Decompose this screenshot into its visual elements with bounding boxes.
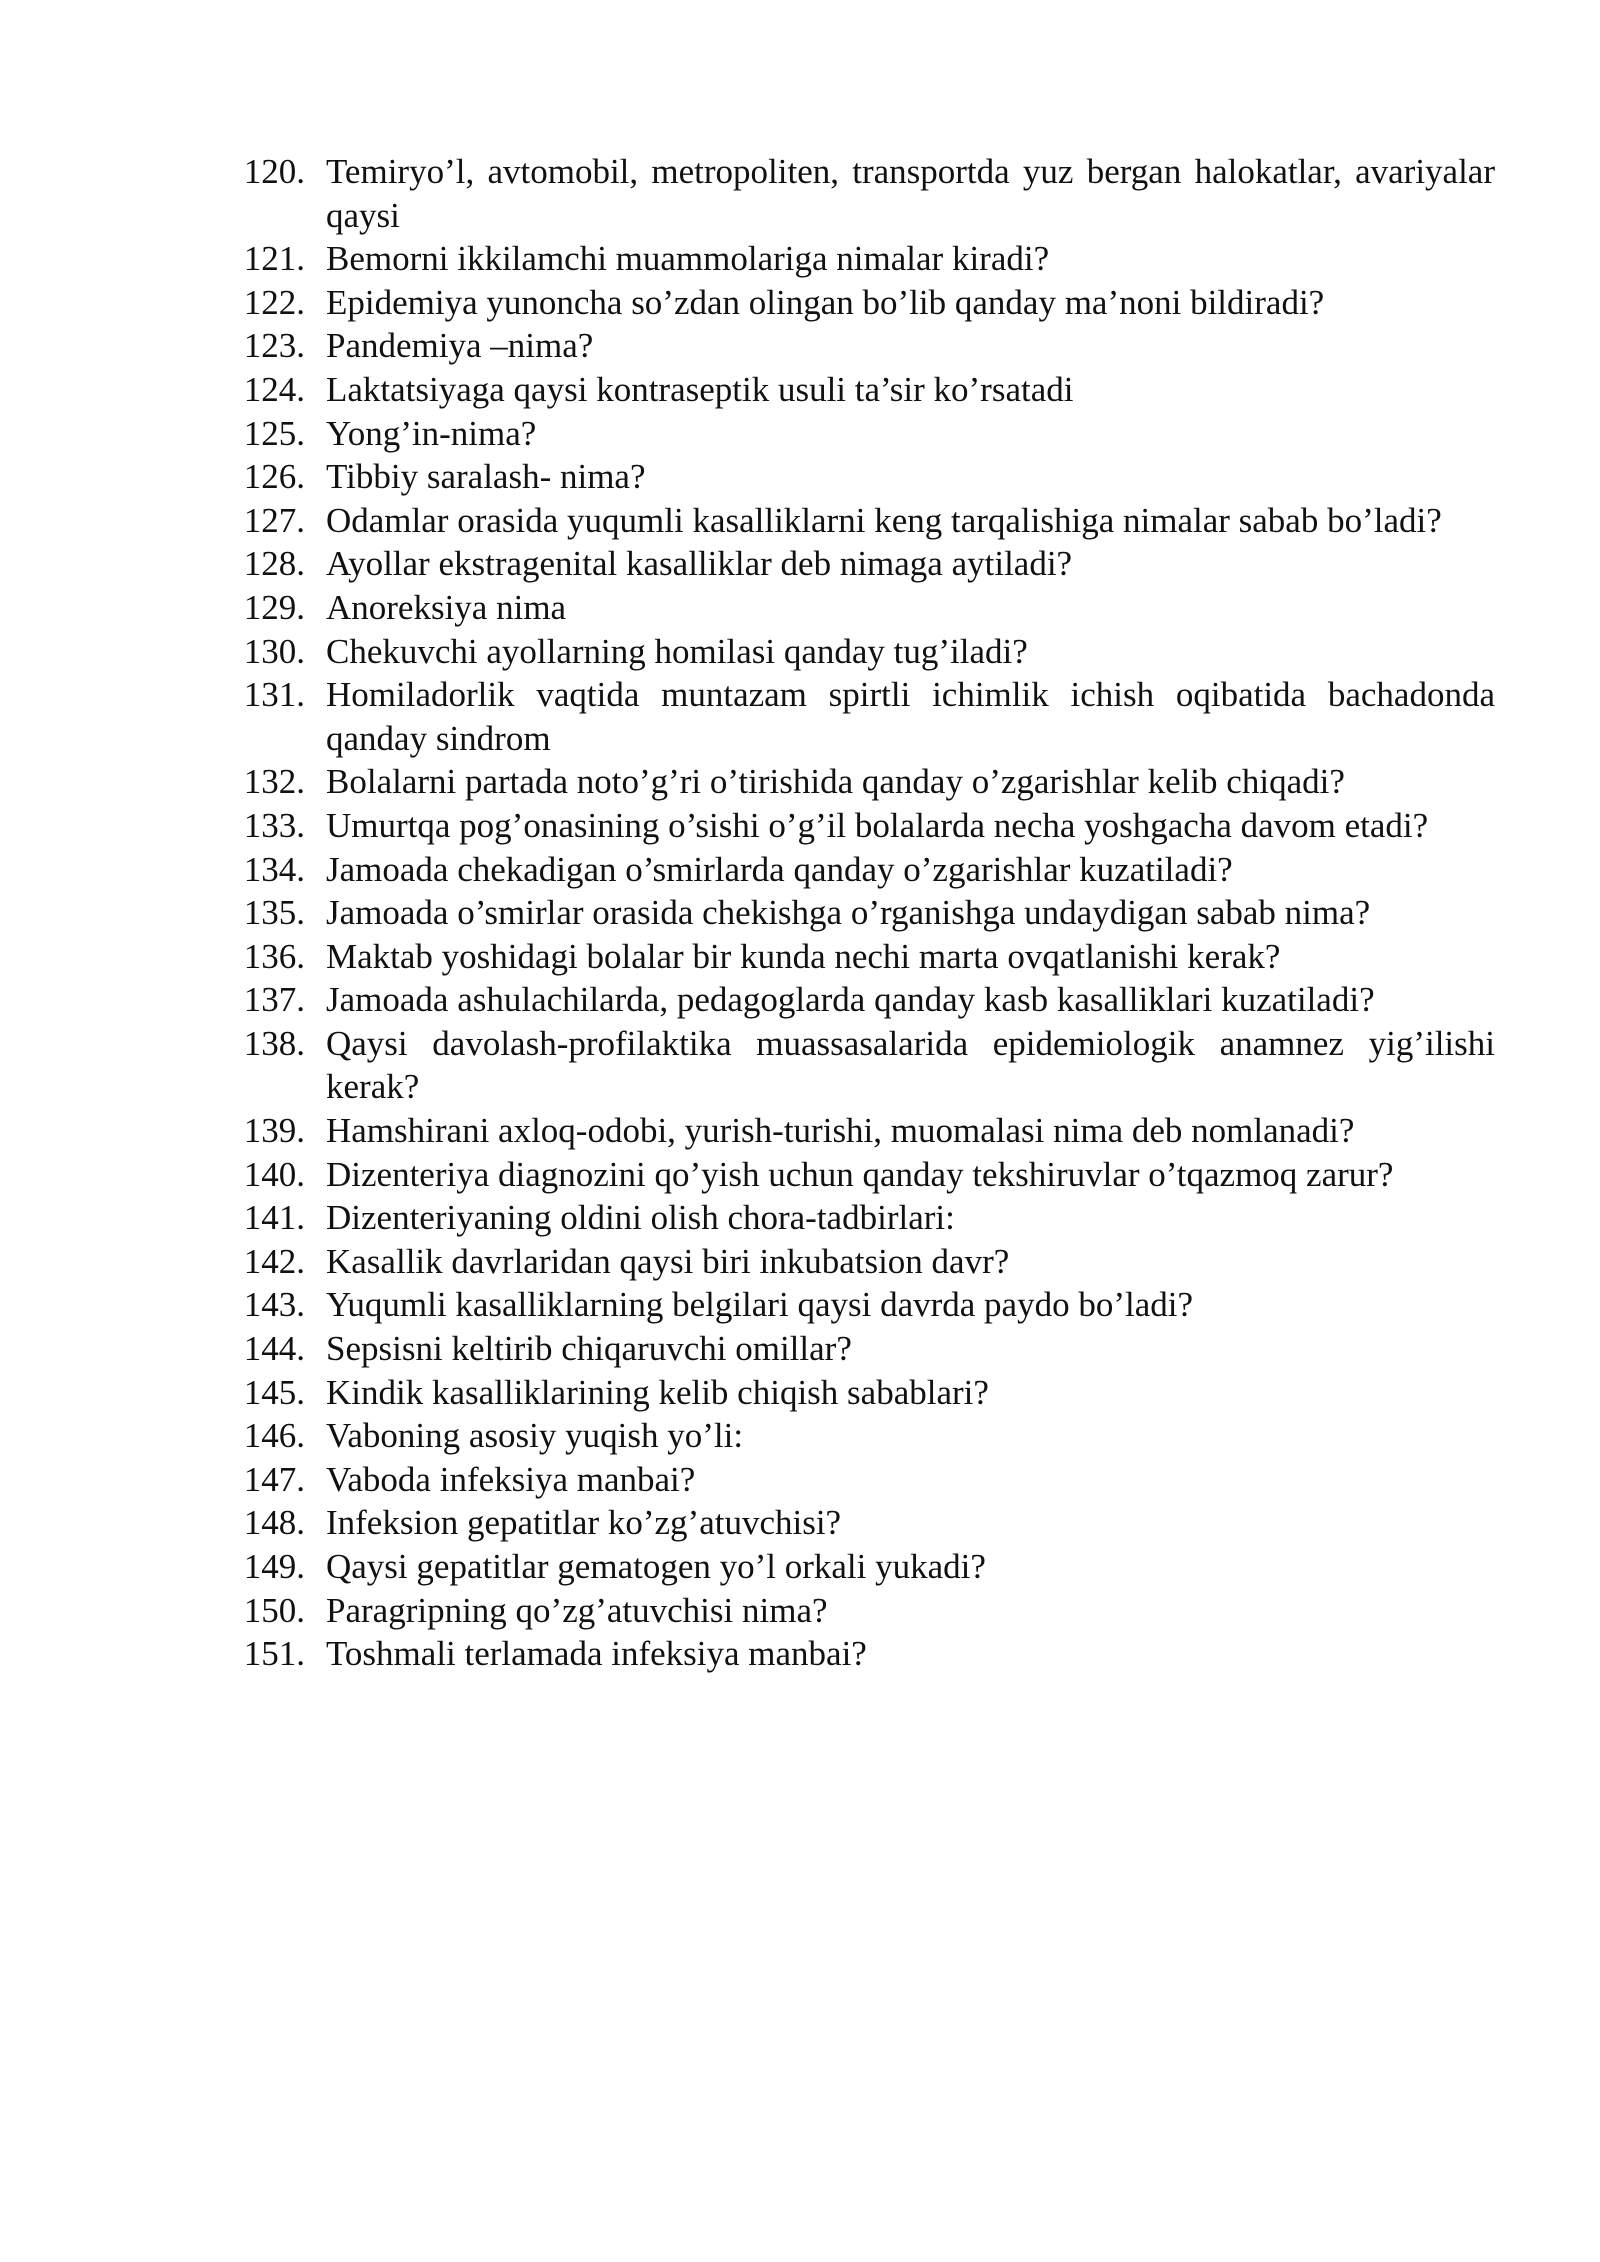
question-item — [225, 499, 1495, 543]
question-number: 146. — [243, 1416, 305, 1456]
question-item — [225, 150, 1495, 237]
question-text: Odamlar orasida yuqumli kasalliklarni keng tarqalishiga nimalar sabab bo’ladi? — [326, 500, 1442, 540]
question-item — [225, 1283, 1495, 1327]
question-number: 123. — [243, 326, 305, 366]
question-number: 134. — [243, 849, 305, 889]
question-item — [225, 1632, 1495, 1676]
question-number: 130. — [243, 631, 305, 671]
question-number: 145. — [243, 1372, 305, 1412]
question-number: 140. — [243, 1154, 305, 1194]
question-number: 136. — [243, 936, 305, 976]
question-text: Qaysi gepatitlar gematogen yo’l orkali yukadi? — [326, 1547, 986, 1586]
question-item — [225, 1109, 1495, 1153]
question-item — [225, 1240, 1495, 1284]
question-item — [225, 281, 1495, 325]
question-item — [225, 324, 1495, 368]
question-number: 124. — [243, 369, 305, 409]
question-number: 149. — [243, 1547, 305, 1586]
question-item — [225, 586, 1495, 630]
question-item — [225, 760, 1495, 804]
question-item — [225, 1022, 1495, 1109]
question-text: Dizenteriya diagnozini qo’yish uchun qanday tekshiruvlar o’tqazmoq zarur? — [326, 1154, 1394, 1194]
question-item — [225, 935, 1495, 979]
question-number: 122. — [243, 282, 305, 322]
question-item — [225, 978, 1495, 1022]
question-item — [225, 1196, 1495, 1240]
question-item — [225, 1501, 1495, 1545]
question-number: 129. — [243, 587, 305, 627]
question-text: Vaboda infeksiya manbai? — [326, 1459, 696, 1499]
question-text: Dizenteriyaning oldini olish chora-tadbirlari: — [326, 1198, 955, 1238]
question-item — [225, 542, 1495, 586]
question-text: Kasallik davrlaridan qaysi biri inkubatsion davr? — [326, 1241, 1010, 1281]
question-text: Tibbiy saralash- nima? — [326, 457, 646, 497]
question-item — [225, 1371, 1495, 1415]
question-number: 151. — [243, 1634, 305, 1674]
question-text: Vaboning asosiy yuqish yo’li: — [326, 1416, 744, 1456]
question-text: Ayollar ekstragenital kasalliklar deb nimaga aytiladi? — [326, 544, 1073, 584]
question-item — [225, 673, 1495, 760]
question-item — [225, 455, 1495, 499]
question-text: Bolalarni partada noto’g’ri o’tirishida qanday o’zgarishlar kelib chiqadi? — [326, 762, 1345, 802]
question-text: Chekuvchi ayollarning homilasi qanday tug’iladi? — [326, 631, 1028, 671]
question-item — [225, 412, 1495, 456]
question-number: 131. — [243, 675, 305, 715]
question-item — [225, 237, 1495, 281]
question-text: Umurtqa pog’onasining o’sishi o’g’il bolalarda necha yoshgacha davom etadi? — [326, 805, 1429, 845]
question-number: 138. — [243, 1023, 305, 1063]
question-item — [225, 804, 1495, 848]
question-text: Toshmali terlamada infeksiya manbai? — [326, 1634, 867, 1674]
question-number: 132. — [243, 762, 305, 802]
question-number: 125. — [243, 413, 305, 453]
question-item — [225, 1589, 1495, 1633]
question-text: Pandemiya –nima? — [326, 326, 594, 366]
question-text: Jamoada o’smirlar orasida chekishga o’rganishga undaydigan sabab nima? — [326, 893, 1371, 933]
question-item — [225, 1327, 1495, 1371]
question-number: 120. — [243, 152, 305, 191]
question-number: 144. — [243, 1329, 305, 1369]
question-number: 137. — [243, 980, 305, 1020]
question-item — [225, 1458, 1495, 1502]
question-text: Epidemiya yunoncha so’zdan olingan bo’lib qanday ma’noni bildiradi? — [326, 282, 1325, 322]
question-text: Jamoada chekadigan o’smirlarda qanday o’zgarishlar kuzatiladi? — [326, 849, 1233, 889]
question-text: Infeksion gepatitlar ko’zg’atuvchisi? — [326, 1503, 842, 1543]
question-list — [225, 150, 1495, 1676]
question-text: Laktatsiyaga qaysi kontraseptik usuli ta’sir ko’rsatadi — [326, 369, 1074, 409]
question-text: Temiryo’l, avtomobil, metropoliten, transportda yuz bergan halokatlar, avariyalar qaysi — [326, 152, 1495, 235]
question-number: 135. — [243, 893, 305, 933]
question-number: 150. — [243, 1590, 305, 1630]
question-text: Homiladorlik vaqtida muntazam spirtli ichimlik ichish oqibatida bachadonda qanday sindrom — [326, 675, 1495, 758]
question-number: 126. — [243, 457, 305, 497]
question-text: Jamoada ashulachilarda, pedagoglarda qanday kasb kasalliklari kuzatiladi? — [326, 980, 1375, 1020]
question-text: Yuqumli kasalliklarning belgilari qaysi davrda paydo bo’ladi? — [326, 1285, 1194, 1325]
question-text: Anoreksiya nima — [326, 587, 567, 627]
question-item — [225, 630, 1495, 674]
question-number: 143. — [243, 1285, 305, 1325]
question-number: 133. — [243, 805, 305, 845]
question-text: Yong’in-nima? — [326, 413, 537, 453]
question-text: Bemorni ikkilamchi muammolariga nimalar kiradi? — [326, 239, 1050, 279]
question-number: 139. — [243, 1111, 305, 1151]
question-number: 127. — [243, 500, 305, 540]
question-text: Hamshirani axloq-odobi, yurish-turishi, muomalasi nima deb nomlanadi? — [326, 1111, 1355, 1151]
question-number: 121. — [243, 239, 305, 279]
question-number: 141. — [243, 1198, 305, 1238]
question-text: Qaysi davolash-profilaktika muassasalarida epidemiologik anamnez yig’ilishi kerak? — [326, 1023, 1495, 1107]
question-text: Maktab yoshidagi bolalar bir kunda nechi marta ovqatlanishi kerak? — [326, 936, 1281, 976]
question-item — [225, 368, 1495, 412]
question-item — [225, 1414, 1495, 1458]
question-text: Sepsisni keltirib chiqaruvchi omillar? — [326, 1329, 852, 1369]
question-text: Kindik kasalliklarining kelib chiqish sabablari? — [326, 1372, 989, 1412]
question-number: 142. — [243, 1241, 305, 1281]
question-item — [225, 1545, 1495, 1589]
question-item — [225, 891, 1495, 935]
question-item — [225, 848, 1495, 892]
question-item — [225, 1153, 1495, 1197]
question-number: 128. — [243, 544, 305, 584]
question-number: 148. — [243, 1503, 305, 1543]
question-text: Paragripning qo’zg’atuvchisi nima? — [326, 1590, 828, 1630]
question-number: 147. — [243, 1459, 305, 1499]
